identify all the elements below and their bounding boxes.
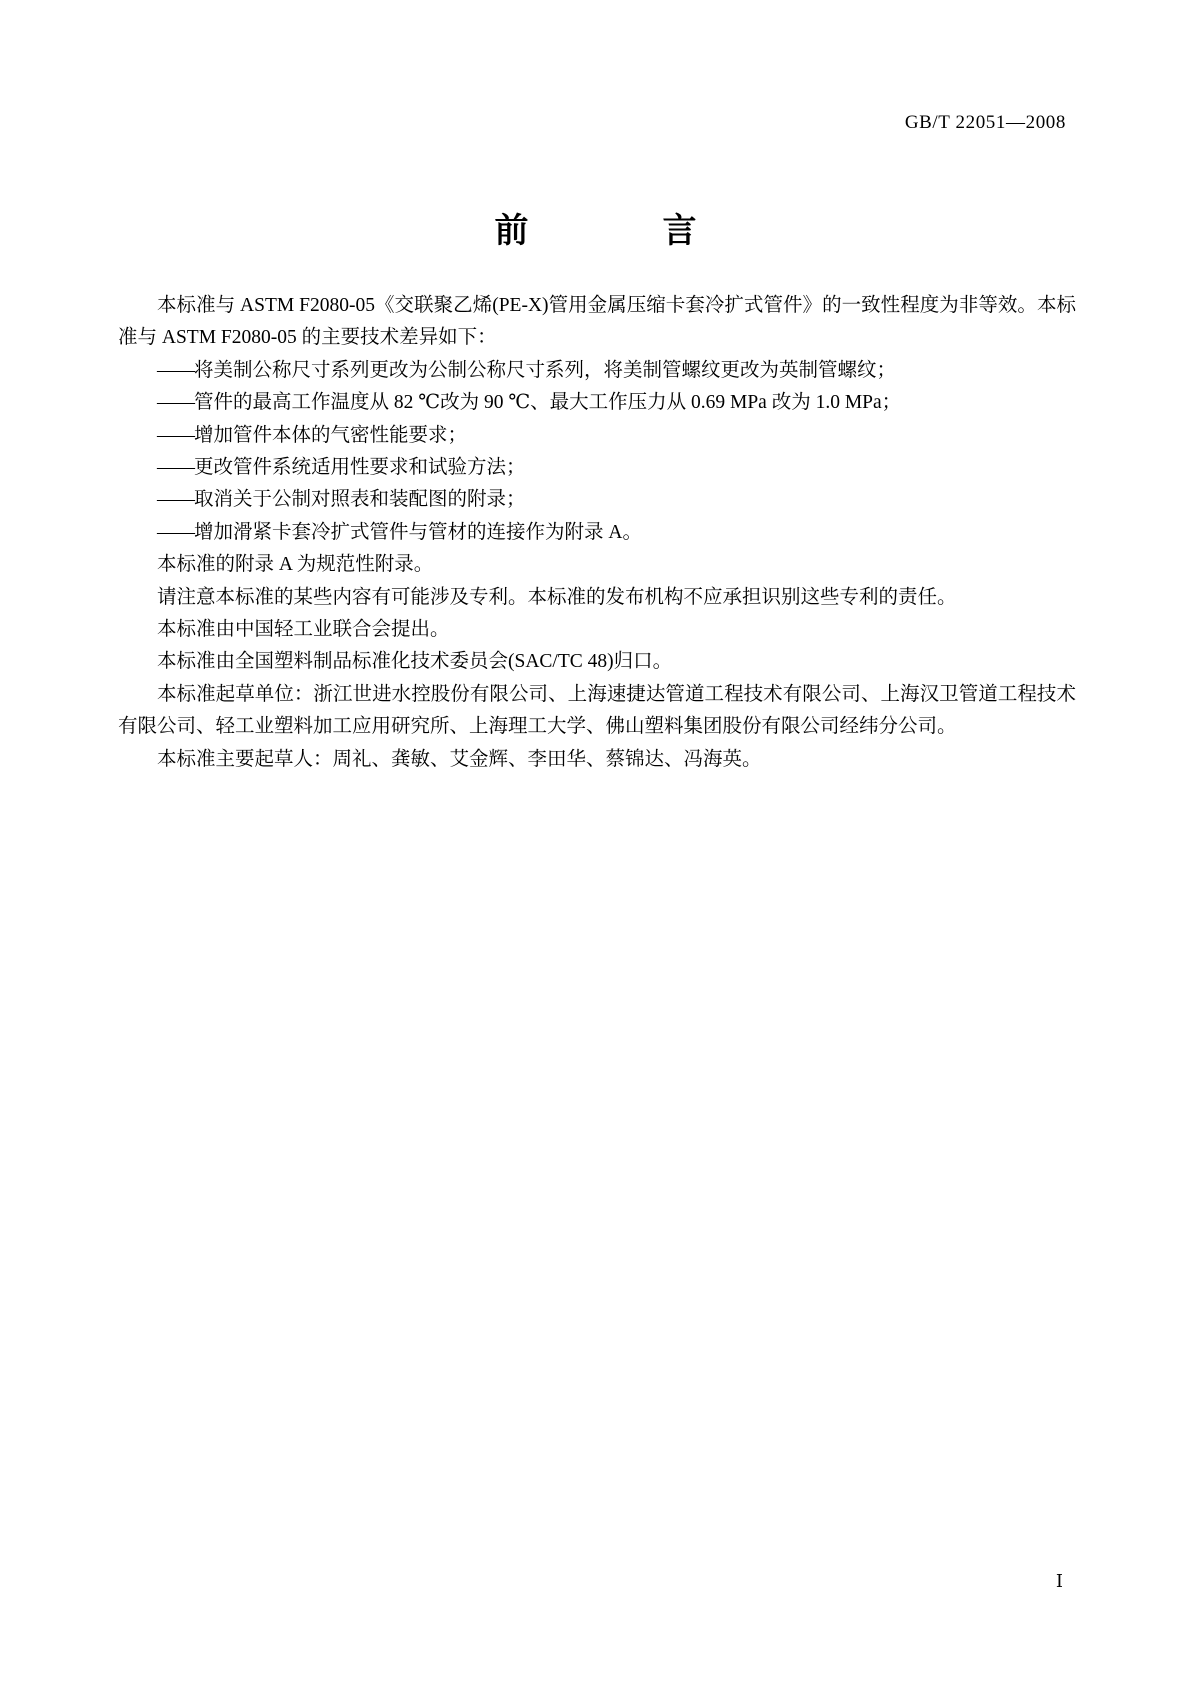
foreword-body <box>118 290 1076 776</box>
foreword-paragraph: 请注意本标准的某些内容有可能涉及专利。本标准的发布机构不应承担识别这些专利的责任。 <box>157 586 957 608</box>
page-number: Ⅰ <box>1055 1571 1063 1591</box>
list-item-label: 增加滑紧卡套冷扩式管件与管材的连接作为附录 A。 <box>194 521 642 543</box>
list-item <box>118 517 1076 549</box>
foreword-paragraph: 本标准起草单位：浙江世进水控股份有限公司、上海速捷达管道工程技术有限公司、上海汉卫管道工程技术有限公司、轻工业塑料加工应用研究所、上海理工大学、佛山塑料集团股份有限公司经纬分公司。 <box>118 683 1076 738</box>
list-item <box>118 355 1076 387</box>
em-dash-marker: —— <box>157 457 194 479</box>
foreword-paragraph: 本标准由全国塑料制品标准化技术委员会(SAC/TC 48)归口。 <box>157 651 673 673</box>
list-item <box>118 420 1076 452</box>
foreword-paragraph: 本标准主要起草人：周礼、龚敏、艾金辉、李田华、蔡锦达、冯海英。 <box>157 748 762 770</box>
list-item-label: 更改管件系统适用性要求和试验方法； <box>194 457 526 479</box>
list-item-label: 管件的最高工作温度从 82 ℃改为 90 ℃、最大工作压力从 0.69 MPa 改为 1.0 MPa； <box>194 392 902 414</box>
list-item <box>118 387 1076 419</box>
foreword-intro-paragraph: 本标准与 ASTM F2080-05《交联聚乙烯(PE-X)管用金属压缩卡套冷扩式管件》的一致性程度为非等效。本标准与 ASTM F2080-05 的主要技术差异如下： <box>118 295 1076 349</box>
list-item <box>118 484 1076 516</box>
foreword-paragraph: 本标准的附录 A 为规范性附录。 <box>157 554 434 576</box>
list-item-label: 将美制公称尺寸系列更改为公制公称尺寸系列，将美制管螺纹更改为英制管螺纹； <box>194 359 897 381</box>
em-dash-marker: —— <box>157 521 194 543</box>
list-item-label: 增加管件本体的气密性能要求； <box>194 424 468 446</box>
page-title: 前 言 <box>494 211 719 251</box>
em-dash-marker: —— <box>157 392 194 414</box>
standard-number-header: GB/T 22051—2008 <box>904 112 1066 133</box>
em-dash-marker: —— <box>157 489 194 511</box>
em-dash-marker: —— <box>157 424 194 446</box>
list-item-label: 取消关于公制对照表和装配图的附录； <box>194 489 526 511</box>
foreword-paragraph: 本标准由中国轻工业联合会提出。 <box>157 619 450 641</box>
em-dash-marker: —— <box>157 359 194 381</box>
list-item <box>118 452 1076 484</box>
